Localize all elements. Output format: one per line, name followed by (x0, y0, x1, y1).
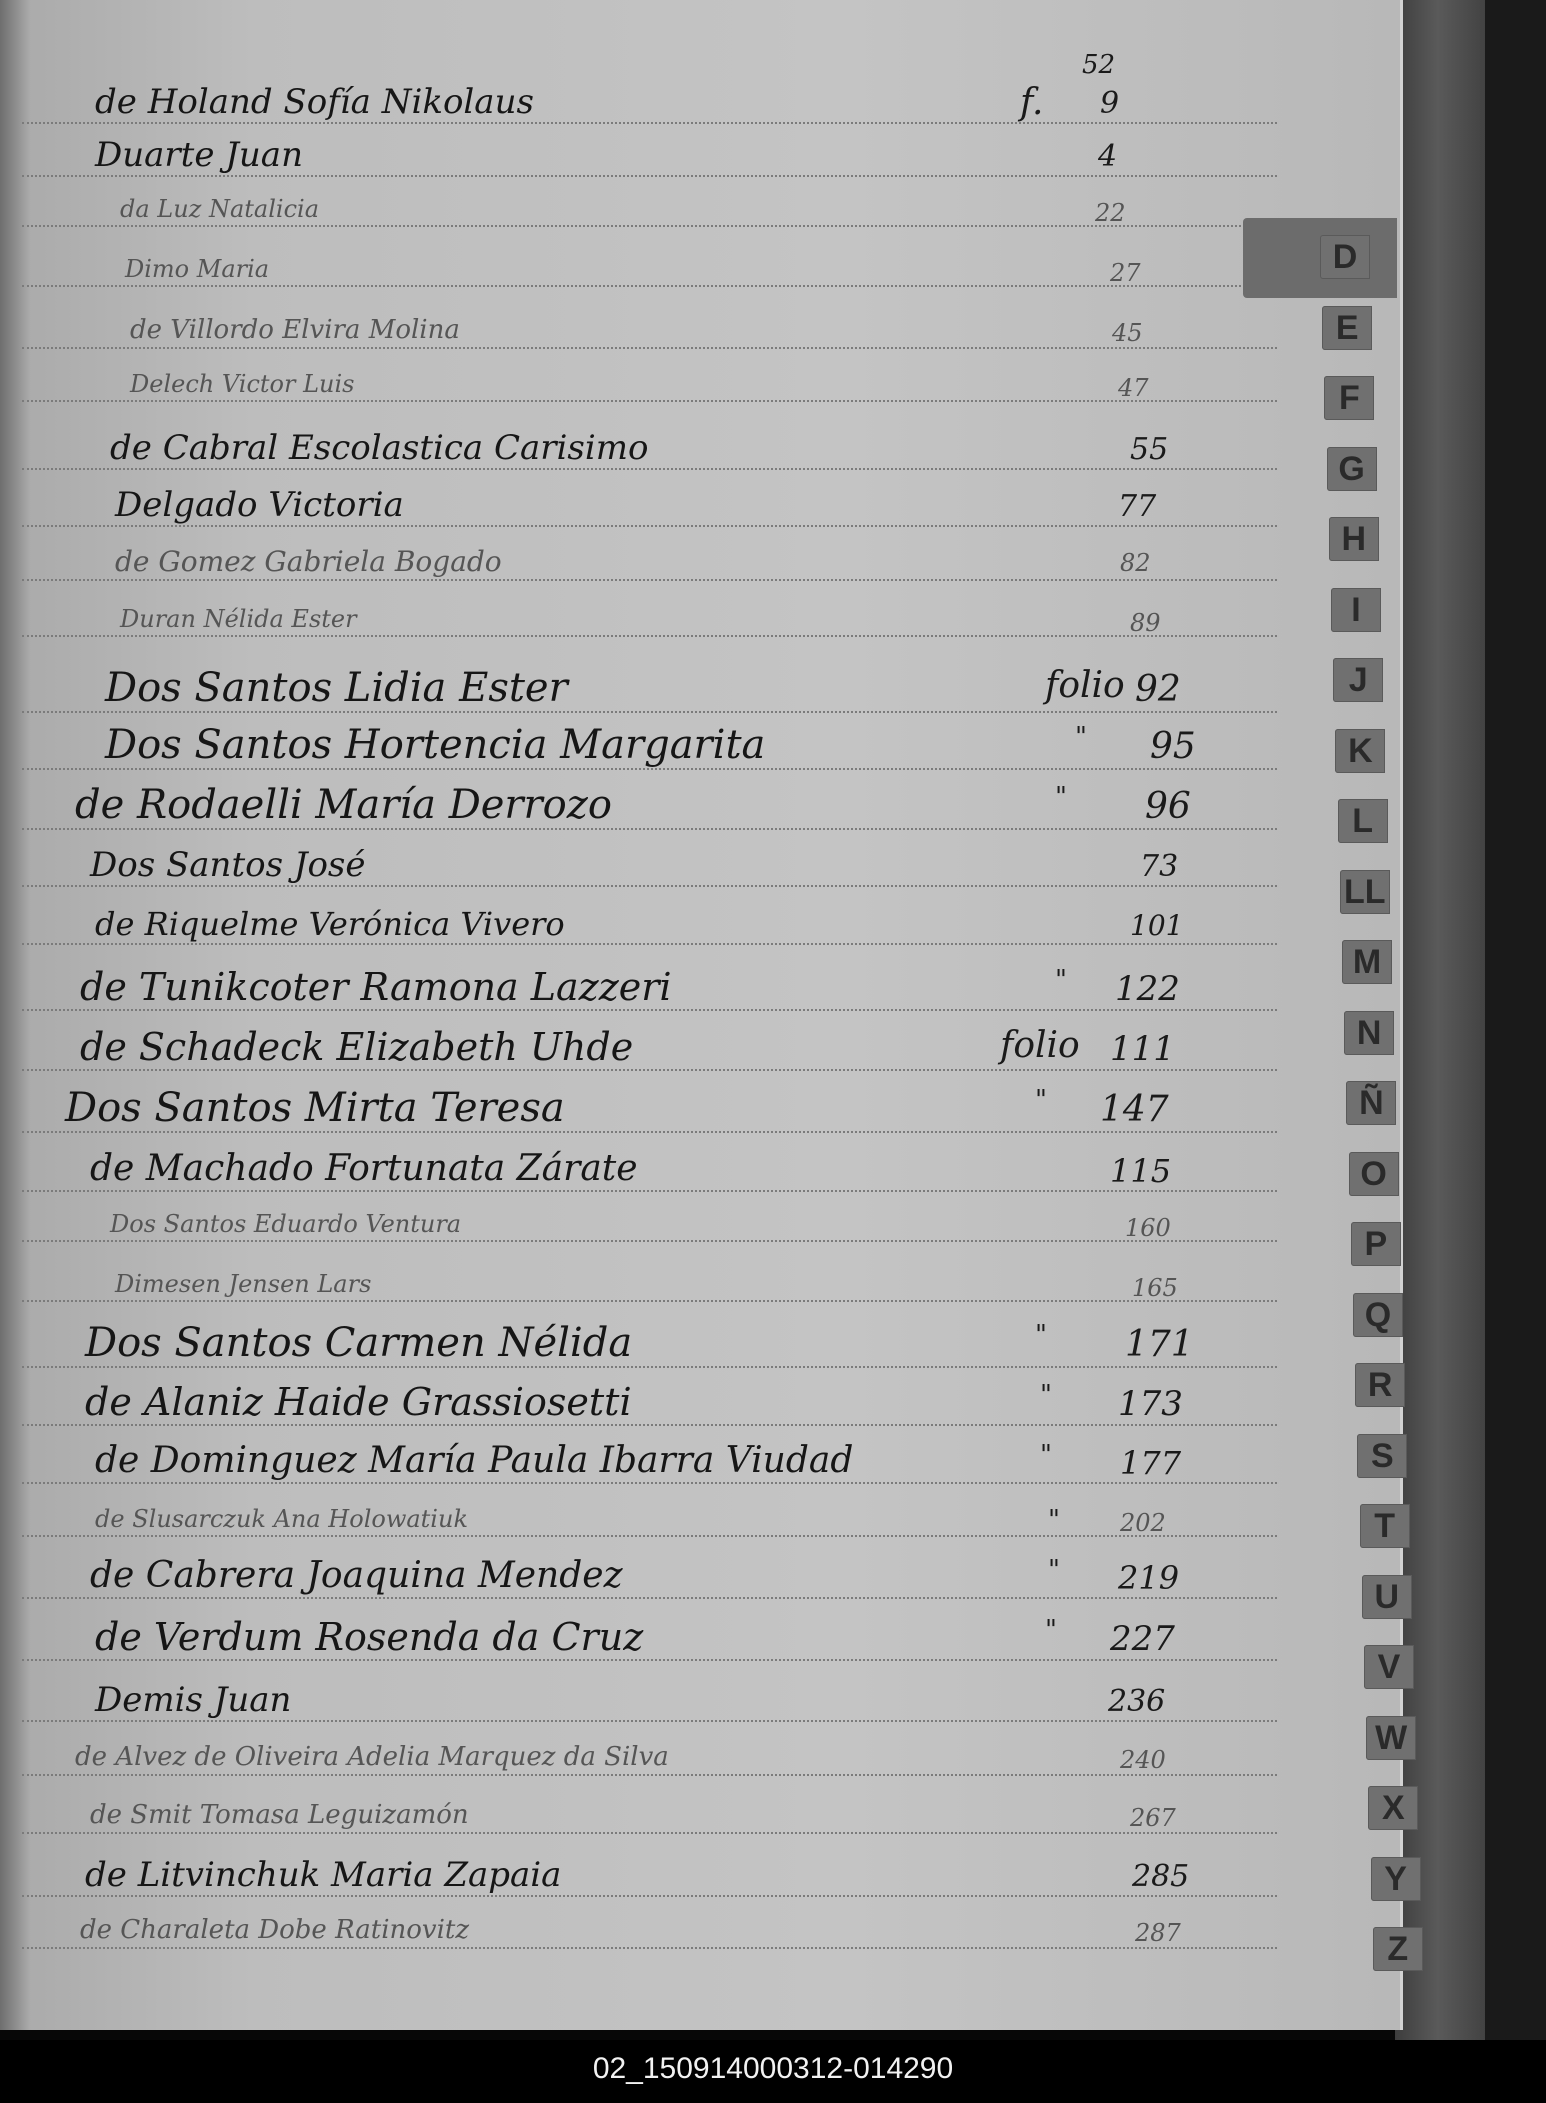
index-tab-letter: F (1339, 379, 1360, 417)
entry-name: de Rodaelli María Derrozo (75, 782, 612, 828)
entry-name: Dimo Maria (125, 255, 270, 283)
entry-name: de Charaleta Dobe Ratinovitz (80, 1915, 470, 1945)
ruled-line (22, 175, 1277, 177)
entry-name: Dos Santos José (90, 845, 366, 885)
entry-name: de Schadeck Elizabeth Uhde (80, 1025, 634, 1069)
index-tab-m[interactable] (1342, 940, 1392, 984)
index-tab-letter: K (1348, 731, 1373, 770)
entry-folio-number: 227 (1110, 1619, 1175, 1659)
ruled-line (22, 1190, 1277, 1192)
entry-name: Dos Santos Eduardo Ventura (110, 1210, 462, 1238)
ruled-line (22, 1069, 1277, 1071)
ruled-line (22, 1720, 1277, 1722)
index-tab-letter: L (1352, 802, 1373, 840)
image-caption: 02_150914000312-014290 (592, 2052, 954, 2085)
entry-name: de Cabrera Joaquina Mendez (90, 1555, 623, 1596)
entry-name: Delgado Victoria (115, 485, 404, 525)
entry-folio-number: 267 (1130, 1804, 1176, 1832)
ruled-line (22, 1240, 1277, 1242)
entry-name: Demis Juan (95, 1680, 292, 1720)
ruled-line (22, 1535, 1277, 1537)
ruled-line (22, 885, 1277, 887)
ruled-line (22, 768, 1277, 770)
entry-folio-number: 236 (1108, 1684, 1166, 1719)
entry-folio-mark: " (1048, 1505, 1060, 1535)
entry-name: de Alaniz Haide Grassiosetti (85, 1380, 632, 1424)
ruled-line (22, 285, 1277, 287)
ruled-line (22, 525, 1277, 527)
ruled-line (22, 1597, 1277, 1599)
entry-folio-number: 77 (1118, 489, 1157, 524)
index-tab-letter: Ñ (1359, 1084, 1384, 1122)
ruled-line (22, 1009, 1277, 1011)
index-tab-j[interactable] (1333, 658, 1383, 702)
index-tab-w[interactable] (1366, 1716, 1416, 1760)
index-tab-letter: H (1341, 520, 1367, 558)
index-tab-r[interactable] (1355, 1363, 1405, 1407)
entry-folio-number: 89 (1130, 609, 1161, 637)
index-tab-h[interactable] (1329, 517, 1379, 561)
entry-name: de Slusarczuk Ana Holowatiuk (95, 1505, 468, 1533)
entry-folio-number: 160 (1125, 1214, 1171, 1242)
index-tab-letter: R (1367, 1366, 1393, 1404)
page-number: 52 (1082, 50, 1116, 80)
entry-folio-mark: " (1055, 782, 1067, 812)
entry-name: de Tunikcoter Ramona Lazzeri (80, 965, 672, 1009)
entry-name: de Holand Sofía Nikolaus (95, 82, 534, 122)
entry-folio-number: 45 (1112, 319, 1143, 347)
entry-folio-number: 173 (1118, 1384, 1183, 1424)
index-tab-f[interactable] (1324, 376, 1374, 420)
entry-folio-number: 122 (1115, 969, 1180, 1009)
entry-folio-number: 22 (1095, 199, 1126, 227)
entry-folio-number: 82 (1120, 549, 1151, 577)
index-tab-i[interactable] (1331, 588, 1381, 632)
index-tab-p[interactable] (1351, 1222, 1401, 1266)
index-tab-letter: Y (1384, 1859, 1407, 1898)
ruled-line (22, 1659, 1277, 1661)
entry-name: de Machado Fortunata Zárate (90, 1148, 638, 1189)
index-tab-q[interactable] (1353, 1293, 1403, 1337)
index-tab-letter: LL (1344, 872, 1386, 911)
ruled-line (22, 828, 1277, 830)
index-tab-letter: U (1374, 1577, 1400, 1616)
entry-name: Duarte Juan (95, 135, 303, 175)
index-tab-l[interactable] (1338, 799, 1388, 843)
entry-folio-number: 95 (1150, 726, 1196, 767)
entry-folio-number: 165 (1132, 1274, 1178, 1302)
ruled-line (22, 943, 1277, 945)
entry-folio-number: 96 (1145, 786, 1191, 827)
entry-folio-number: 27 (1110, 259, 1141, 287)
entry-folio-number: 55 (1130, 432, 1169, 467)
entry-folio-number: 9 (1100, 86, 1120, 121)
entry-name: Dos Santos Carmen Nélida (85, 1320, 633, 1366)
index-tab-letter: X (1382, 1789, 1405, 1827)
ruled-line (22, 579, 1277, 581)
ruled-line (22, 711, 1277, 713)
entry-name: Dimesen Jensen Lars (115, 1270, 372, 1298)
index-tab-ll[interactable] (1340, 870, 1390, 914)
entry-folio-number: 47 (1118, 374, 1149, 402)
entry-name: de Dominguez María Paula Ibarra Viudad (95, 1440, 854, 1481)
index-tab-letter: O (1360, 1154, 1387, 1193)
entry-folio-number: 111 (1110, 1029, 1175, 1069)
entry-name: de Alvez de Oliveira Adelia Marquez da Silva (75, 1742, 669, 1772)
ruled-line (22, 468, 1277, 470)
index-tab-k[interactable] (1335, 729, 1385, 773)
entry-name: de Cabral Escolastica Carisimo (110, 428, 649, 468)
index-tab-d[interactable] (1320, 235, 1370, 279)
index-tab-ñ[interactable] (1346, 1081, 1396, 1125)
index-tab-letter: D (1332, 238, 1358, 276)
index-tab-letter: W (1375, 1718, 1408, 1757)
index-tab-letter: G (1338, 449, 1365, 488)
ruled-line (22, 1424, 1277, 1426)
index-tab-y[interactable] (1371, 1857, 1421, 1901)
index-tab-g[interactable] (1327, 447, 1377, 491)
entry-name: de Smit Tomasa Leguizamón (90, 1800, 469, 1830)
ruled-line (22, 225, 1277, 227)
index-tab-e[interactable] (1322, 306, 1372, 350)
index-tab-letter: N (1356, 1013, 1382, 1052)
index-tab-letter: T (1374, 1507, 1395, 1545)
entry-folio-mark: " (1035, 1320, 1047, 1350)
entry-folio-number: 4 (1098, 139, 1118, 174)
ruled-line (22, 347, 1277, 349)
entry-name: Duran Nélida Ester (120, 605, 357, 633)
ruled-line (22, 122, 1277, 124)
entry-folio-number: 73 (1140, 849, 1179, 884)
entry-name: de Gomez Gabriela Bogado (115, 545, 502, 578)
entry-name: de Riquelme Verónica Vivero (95, 905, 565, 943)
index-tab-u[interactable] (1362, 1575, 1412, 1619)
entry-folio-mark: " (1045, 1615, 1057, 1645)
index-tab-letter: Z (1387, 1930, 1409, 1968)
index-tab-letter: S (1371, 1436, 1394, 1475)
index-tab-letter: J (1348, 661, 1368, 699)
entry-name: de Villordo Elvira Molina (130, 315, 460, 345)
index-tab-letter: I (1351, 590, 1361, 629)
entry-folio-mark: " (1035, 1085, 1047, 1115)
entry-folio-number: 147 (1100, 1089, 1169, 1130)
entry-name: Dos Santos Lidia Ester (105, 665, 568, 711)
entry-folio-number: 219 (1118, 1559, 1180, 1597)
entry-folio-mark: folio (1000, 1025, 1080, 1066)
index-tab-v[interactable] (1364, 1645, 1414, 1689)
ruled-line (22, 400, 1277, 402)
cover-edge (1485, 0, 1546, 2040)
entry-folio-number: 202 (1120, 1509, 1166, 1537)
index-tab-letter: P (1364, 1225, 1388, 1263)
entry-folio-number: 287 (1135, 1919, 1181, 1947)
index-tab-s[interactable] (1357, 1434, 1407, 1478)
entry-folio-number: 240 (1120, 1746, 1166, 1774)
index-tab-letter: V (1377, 1648, 1401, 1686)
index-tab-letter: M (1352, 943, 1382, 981)
entry-name: Dos Santos Mirta Teresa (65, 1085, 565, 1131)
entry-name: de Verdum Rosenda da Cruz (95, 1615, 644, 1659)
entry-folio-mark: " (1055, 965, 1067, 995)
index-tab-n[interactable] (1344, 1011, 1394, 1055)
ruled-line (22, 1832, 1277, 1834)
ruled-line (22, 1131, 1277, 1133)
entry-folio-mark: " (1048, 1555, 1060, 1585)
entry-folio-mark: folio (1045, 665, 1125, 706)
entry-folio-mark: " (1040, 1440, 1052, 1470)
entry-folio-number: 177 (1120, 1444, 1182, 1482)
ruled-line (22, 1366, 1277, 1368)
ruled-line (22, 1774, 1277, 1776)
page-binding-shadow (0, 0, 30, 2030)
entry-name: da Luz Natalicia (120, 195, 320, 223)
index-tab-o[interactable] (1349, 1152, 1399, 1196)
entry-name: Dos Santos Hortencia Margarita (105, 722, 766, 768)
entry-folio-number: 171 (1125, 1324, 1194, 1365)
ruled-line (22, 1895, 1277, 1897)
ruled-line (22, 1482, 1277, 1484)
index-tab-x[interactable] (1368, 1786, 1418, 1830)
ruled-line (22, 1947, 1277, 1949)
ruled-line (22, 1300, 1277, 1302)
entry-folio-mark: " (1075, 722, 1087, 752)
entry-folio-number: 101 (1130, 909, 1184, 942)
ruled-line (22, 635, 1277, 637)
entry-folio-mark: f. (1020, 82, 1044, 123)
index-tab-z[interactable] (1373, 1927, 1423, 1971)
entry-name: Delech Victor Luis (130, 370, 355, 398)
entry-name: de Litvinchuk Maria Zapaia (85, 1855, 562, 1895)
entry-folio-number: 115 (1110, 1152, 1172, 1190)
index-tab-letter: E (1335, 308, 1359, 347)
entry-folio-number: 285 (1132, 1859, 1190, 1894)
entry-folio-mark: " (1040, 1380, 1052, 1410)
index-tab-t[interactable] (1360, 1504, 1410, 1548)
index-tab-letter: Q (1364, 1295, 1392, 1334)
entry-folio-number: 92 (1135, 669, 1181, 710)
